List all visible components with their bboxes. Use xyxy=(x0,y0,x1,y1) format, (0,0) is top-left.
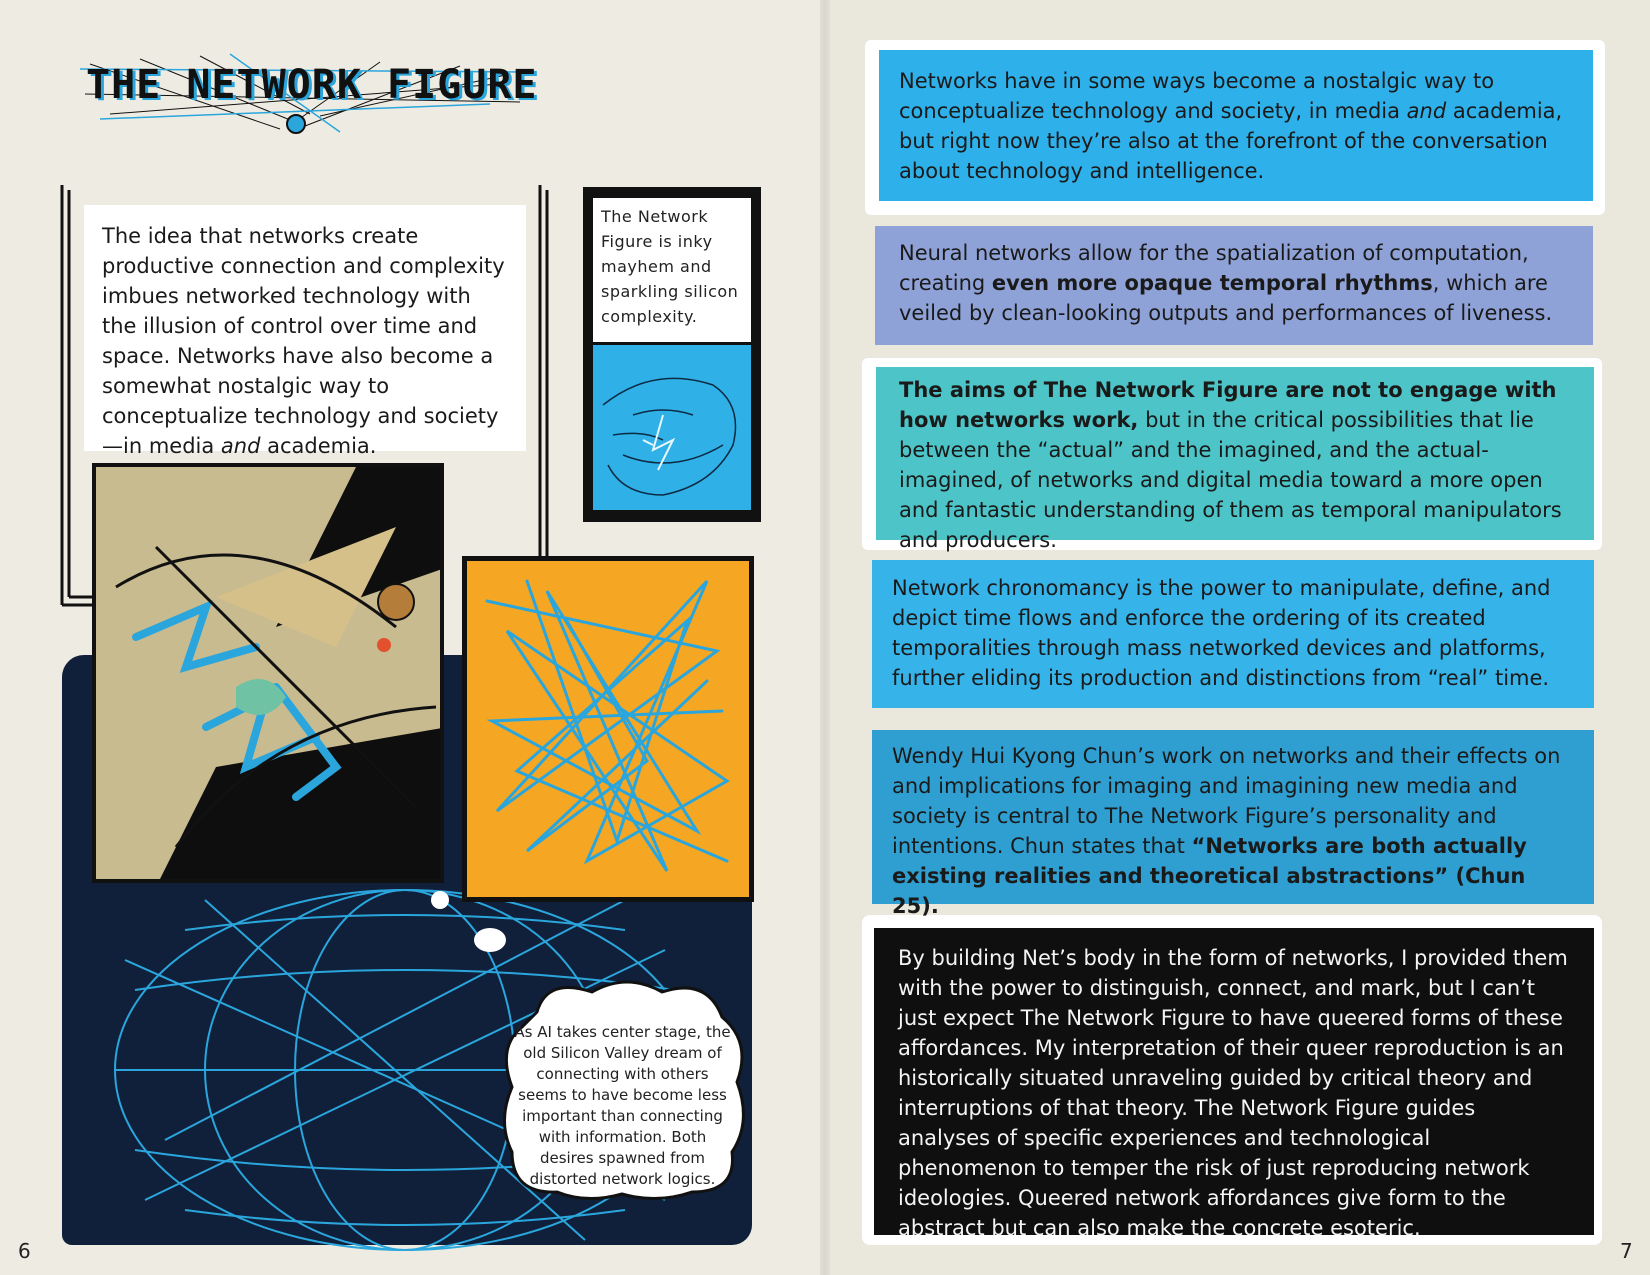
red-planet-icon xyxy=(377,638,391,652)
box1-text-end: academia, but right now they’re also at the forefront of the conversation about technology and intelligence. xyxy=(899,99,1563,183)
text-box-neural-networks xyxy=(875,226,1593,345)
intro-text-box xyxy=(84,205,526,458)
cosmic-network-figure-panel xyxy=(92,463,444,883)
intro-emphasis: and xyxy=(220,434,261,458)
cosmic-illustration xyxy=(96,467,444,883)
box5-quote: “Networks are both actually existing realities and theoretical abstractions” (Chun 25). xyxy=(892,834,1527,918)
hand-illustration xyxy=(593,345,751,510)
text-box-chronomancy: Network chronomancy is the power to manipulate, define, and depict time flows and enforce the ordering of its created temporalities through mass networked devices and platforms, further eliding its production and distinctions from “real” time. xyxy=(872,560,1594,708)
orange-network-panel xyxy=(462,556,754,902)
title-text: THE NETWORK FIGURE xyxy=(86,62,538,108)
box3-bold: The aims of The Network Figure are not to engage with how networks work, xyxy=(899,378,1557,432)
box5-text: Wendy Hui Kyong Chun’s work on networks and their effects on and implications for imaging and imagining new media and society is central to The Network Figure’s personality and intentions. Chun states that xyxy=(892,744,1561,858)
page-title xyxy=(80,44,538,154)
thought-bubble-dot xyxy=(431,891,449,909)
intro-text: The idea that networks create productive connection and complexity imbues networked technology with the illusion of control over time and space. Networks have also become a somewhat nostalgic way to conceptualize technology and society—in media xyxy=(102,224,505,458)
hand-drawing xyxy=(593,345,751,510)
box1-emphasis: and xyxy=(1406,99,1447,123)
box3-text: but in the critical possibilities that lie between the “actual” and the imagined, and the actual-imagined, of networks and digital media toward a more open and fantastic understanding of them as temporal manipulators and producers. xyxy=(899,408,1562,552)
text-box-aims xyxy=(876,367,1594,552)
text-box-chun xyxy=(872,730,1594,918)
tangled-network-illustration xyxy=(467,561,749,897)
thought-bubble-dot xyxy=(474,928,506,952)
planet-icon xyxy=(378,584,414,620)
globe-icon xyxy=(287,115,305,133)
side-caption: The Network Figure is inky mayhem and sparkling silicon complexity. xyxy=(593,198,751,342)
page-number-right: 7 xyxy=(1620,1239,1633,1263)
box2-bold: even more opaque temporal rhythms xyxy=(991,271,1433,295)
text-box-queer-affordances: By building Net’s body in the form of networks, I provided them with the power to distinguish, connect, and mark, but I can’t just expect The Network Figure to have queered forms of these affordances. My interpretation of their queer reproduction is an historically situated unraveling guided by critical theory and interruptions of that theory. The Network Figure guides analyses of specific experiences and technological phenomenon to temper the risk of just reproducing network ideologies. Queered network affordances give form to the abstract but can also make the concrete esoteric. xyxy=(874,928,1594,1235)
text-box-nostalgic xyxy=(879,50,1593,201)
box2-text: Neural networks allow for the spatialization of computation, creating xyxy=(899,241,1529,295)
page-gutter xyxy=(820,0,830,1275)
box1-text: Networks have in some ways become a nostalgic way to conceptualize technology and society, in media xyxy=(899,69,1495,123)
box2-text-end: , which are veiled by clean-looking outputs and performances of liveness. xyxy=(899,271,1553,325)
intro-text-end: academia. xyxy=(260,434,377,458)
page-number-left: 6 xyxy=(18,1239,31,1263)
cloud-caption: As AI takes center stage, the old Silicon Valley dream of connecting with others seems to have become less important than connecting with information. Both desires spawned from distorted network logics. xyxy=(514,1023,731,1188)
